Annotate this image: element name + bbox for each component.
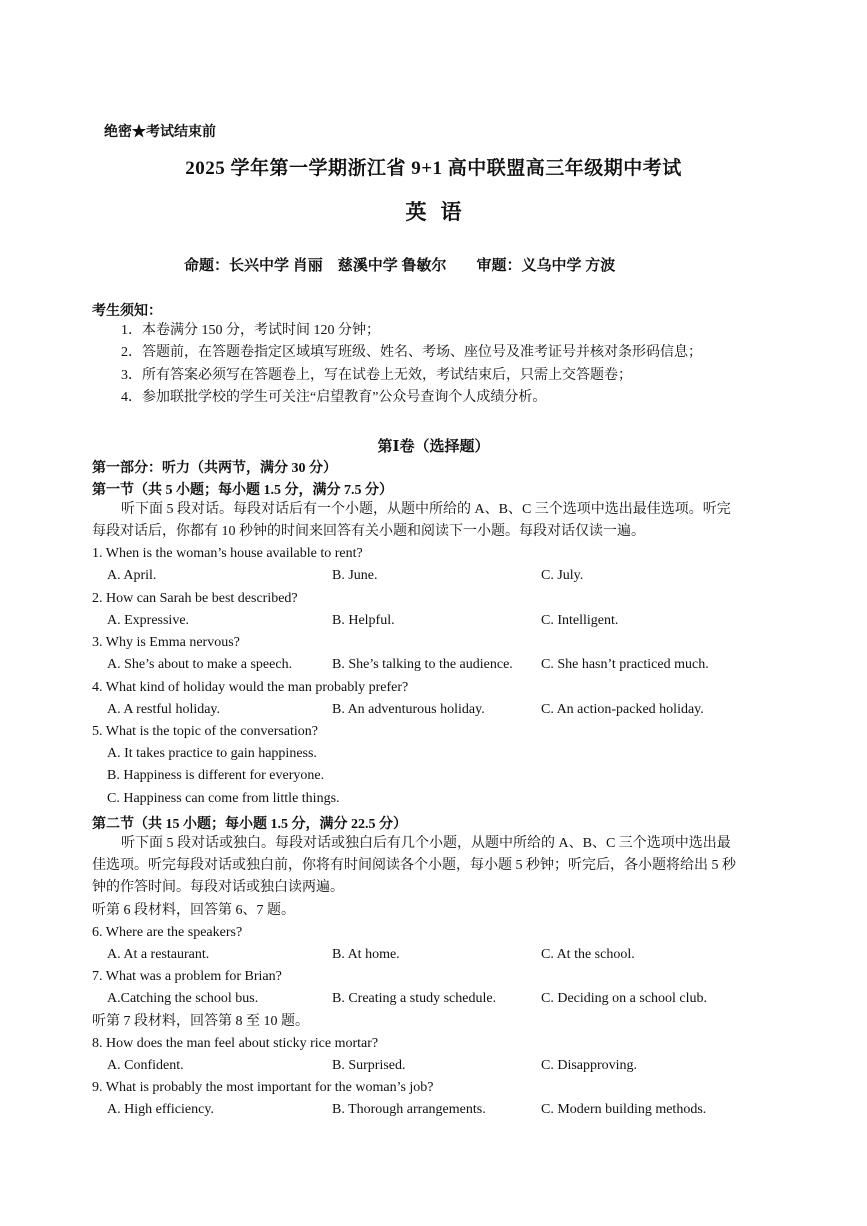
option-c: C. July. bbox=[541, 568, 584, 583]
option-b: B. Happiness is different for everyone. bbox=[107, 768, 325, 783]
option-a: A. At a restaurant. bbox=[107, 947, 210, 962]
notice-item: 2．答题前，在答题卷指定区域填写班级、姓名、考场、座位号及准考证号并核对条形码信息； bbox=[121, 345, 702, 360]
notice-item: 4．参加联批学校的学生可关注“启望教育”公众号查询个人成绩分析。 bbox=[121, 390, 547, 405]
option-b: B. An adventurous holiday. bbox=[332, 702, 485, 717]
option-b: B. Surprised. bbox=[332, 1058, 406, 1073]
option-a: A. It takes practice to gain happiness. bbox=[107, 746, 317, 761]
part1-heading: 第一部分：听力（共两节，满分 30 分） bbox=[92, 461, 337, 476]
section2-heading: 第二节（共 15 小题；每小题 1.5 分，满分 22.5 分） bbox=[92, 817, 407, 832]
question-stem: 8. How does the man feel about sticky rice mortar? bbox=[92, 1036, 379, 1051]
question-stem: 2. How can Sarah be best described? bbox=[92, 591, 298, 606]
confidential-label: 绝密★考试结束前 bbox=[104, 125, 216, 140]
option-c: C. At the school. bbox=[541, 947, 635, 962]
subject-title: 英语 bbox=[405, 200, 476, 224]
exam-title: 2025 学年第一学期浙江省 9+1 高中联盟高三年级期中考试 bbox=[185, 158, 682, 179]
option-b: B. She’s talking to the audience. bbox=[332, 657, 513, 672]
notice-heading: 考生须知： bbox=[92, 304, 162, 319]
question-stem: 5. What is the topic of the conversation? bbox=[92, 724, 319, 739]
question-stem: 6. Where are the speakers? bbox=[92, 925, 243, 940]
notice-item: 1．本卷满分 150 分，考试时间 120 分钟； bbox=[121, 323, 380, 338]
question-stem: 1. When is the woman’s house available to rent? bbox=[92, 546, 363, 561]
option-a: A. Confident. bbox=[107, 1058, 184, 1073]
option-a: A. A restful holiday. bbox=[107, 702, 221, 717]
question-stem: 7. What was a problem for Brian? bbox=[92, 969, 282, 984]
option-c: C. Disapproving. bbox=[541, 1058, 638, 1073]
section2-instruction: 佳选项。听完每段对话或独白前，你将有时间阅读各个小题，每小题 5 秒钟；听完后，各小题将给出 5 秒 bbox=[92, 858, 736, 873]
option-b: B. At home. bbox=[332, 947, 400, 962]
section1-heading: 第一节（共 5 小题；每小题 1.5 分，满分 7.5 分） bbox=[92, 483, 393, 498]
volume-title: 第Ⅰ卷（选择题） bbox=[377, 439, 490, 455]
section2-instruction: 听下面 5 段对话或独白。每段对话或独白后有几个小题，从题中所给的 A、B、C 三个选项中选出最 bbox=[121, 836, 731, 851]
option-a: A. April. bbox=[107, 568, 157, 583]
section1-instruction: 听下面 5 段对话。每段对话后有一个小题，从题中所给的 A、B、C 三个选项中选出最佳选项。听完 bbox=[121, 502, 731, 517]
option-a: A. She’s about to make a speech. bbox=[107, 657, 293, 672]
option-c: C. Modern building methods. bbox=[541, 1102, 707, 1117]
material-note: 听第 7 段材料，回答第 8 至 10 题。 bbox=[92, 1014, 309, 1029]
question-stem: 9. What is probably the most important for the woman’s job? bbox=[92, 1080, 434, 1095]
option-c: C. An action-packed holiday. bbox=[541, 702, 704, 717]
material-note: 听第 6 段材料，回答第 6、7 题。 bbox=[92, 903, 295, 918]
option-a: A.Catching the school bus. bbox=[107, 991, 259, 1006]
option-a: A. Expressive. bbox=[107, 613, 190, 628]
option-b: B. Helpful. bbox=[332, 613, 395, 628]
option-c: C. Deciding on a school club. bbox=[541, 991, 708, 1006]
option-b: B. Thorough arrangements. bbox=[332, 1102, 486, 1117]
question-stem: 3. Why is Emma nervous? bbox=[92, 635, 240, 650]
option-c: C. She hasn’t practiced much. bbox=[541, 657, 709, 672]
authors-line: 命题：长兴中学 肖丽 慈溪中学 鲁敏尔 审题：义乌中学 方波 bbox=[184, 258, 616, 274]
section2-instruction: 钟的作答时间。每段对话或独白读两遍。 bbox=[92, 880, 344, 895]
option-b: B. Creating a study schedule. bbox=[332, 991, 497, 1006]
option-c: C. Happiness can come from little things. bbox=[107, 791, 340, 806]
option-a: A. High efficiency. bbox=[107, 1102, 214, 1117]
question-stem: 4. What kind of holiday would the man probably prefer? bbox=[92, 680, 409, 695]
notice-item: 3．所有答案必须写在答题卷上，写在试卷上无效，考试结束后，只需上交答题卷； bbox=[121, 368, 632, 383]
option-c: C. Intelligent. bbox=[541, 613, 619, 628]
section1-instruction: 每段对话后，你都有 10 秒钟的时间来回答有关小题和阅读下一小题。每段对话仅读一遍。 bbox=[92, 524, 645, 539]
option-b: B. June. bbox=[332, 568, 378, 583]
